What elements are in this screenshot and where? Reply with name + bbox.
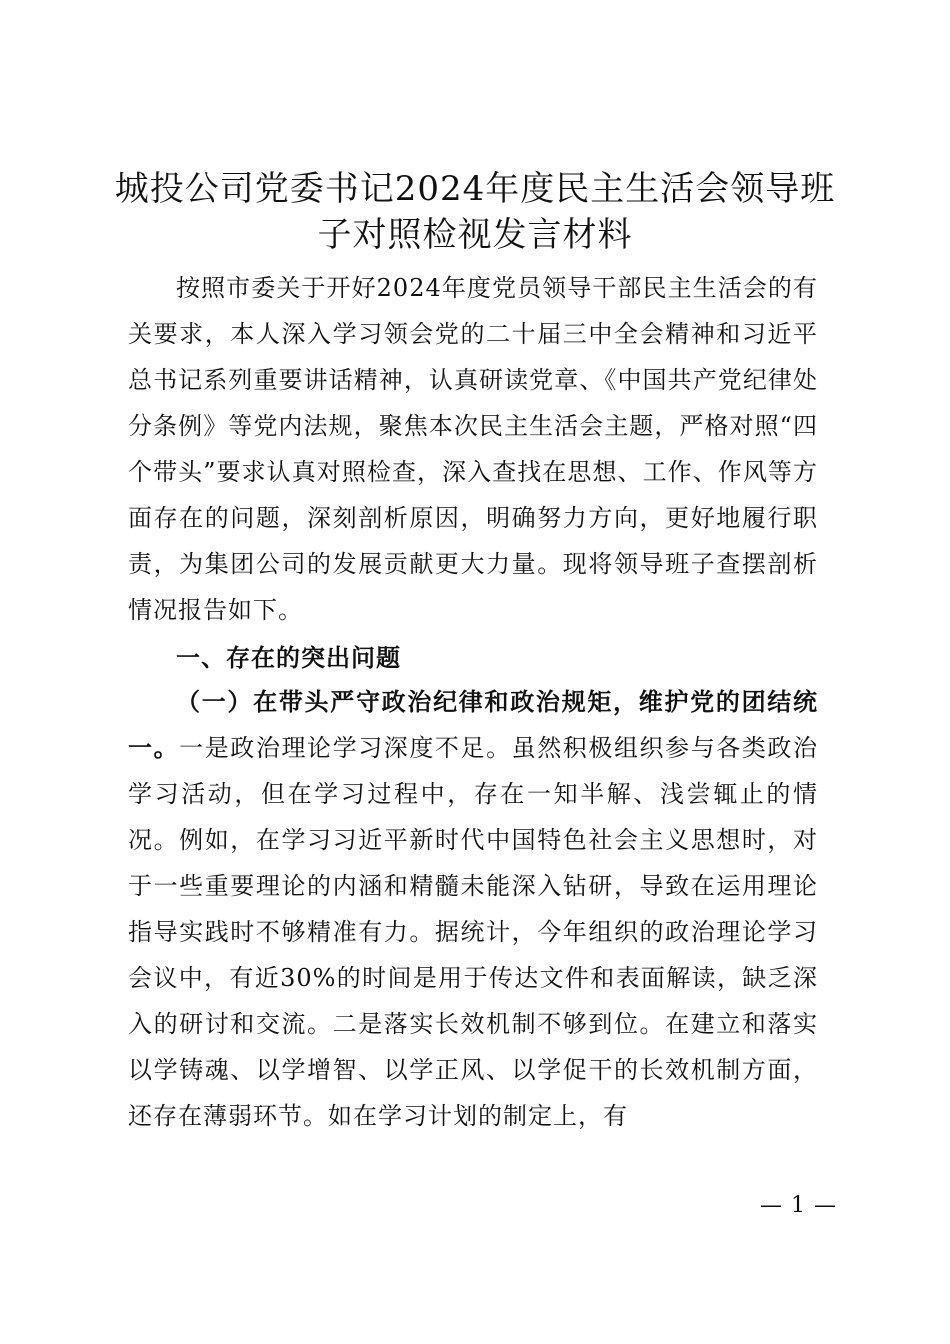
subsection-heading: （一）在带头严守政治纪律和政治规矩，维护党的团结统一。 <box>128 687 818 762</box>
intro-paragraph: 按照市委关于开好2024年度党员领导干部民主生活会的有关要求，本人深入学习领会党的二十届三中全会精神和习近平总书记系列重要讲话精神，认真研读党章、《中国共产党纪律处分条例》等党内法规，聚焦本次民主生活会主题，严格对照“四个带头”要求认真对照检查，深入查找在思想、工作、作风等方面存在的问题，深刻剖析原因，明确努力方向，更好地履行职责，为集团公司的发展贡献更大力量。现将领导班子查摆剖析情况报告如下。 <box>128 274 818 624</box>
section-heading: 一、存在的突出问题 <box>176 644 401 672</box>
page-number: — 1 — <box>760 1193 837 1218</box>
subsection-paragraph <box>128 679 818 1139</box>
document-body <box>128 265 818 1139</box>
document-title: 城投公司党委书记2024年度民主生活会领导班子对照检视发言材料 <box>114 169 836 255</box>
subsection-text: 一是政治理论学习深度不足。虽然积极组织参与各类政治学习活动，但在学习过程中，存在一知半解、浅尝辄止的情况。例如，在学习习近平新时代中国特色社会主义思想时，对于一些重要理论的内涵和精髓未能深入钻研，导致在运用理论指导实践时不够精准有力。据统计，今年组织的政治理论学习会议中，有近30%的时间是用于传达文件和表面解读，缺乏深入的研讨和交流。二是落实长效机制不够到位。在建立和落实以学铸魂、以学增智、以学正风、以学促干的长效机制方面，还存在薄弱环节。如在学习计划的制定上，有 <box>128 734 819 1130</box>
